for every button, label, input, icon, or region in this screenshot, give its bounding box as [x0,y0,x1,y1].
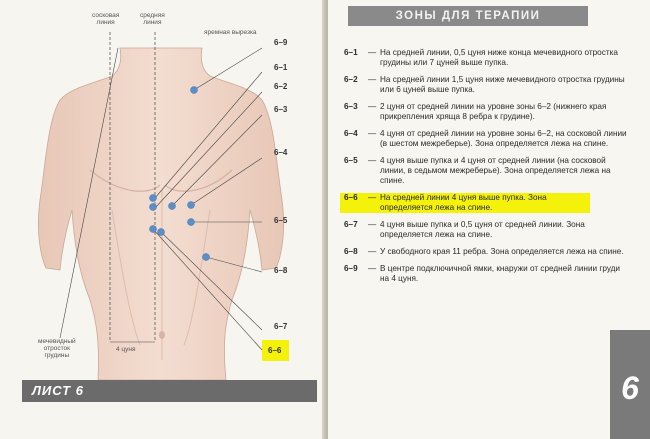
zone-tag-6-2: 6–2 [274,82,288,91]
measure-label: 4 цуня [116,346,136,353]
dash: — [368,102,377,111]
zone-entry [344,102,630,122]
zone-tag-6-7: 6–7 [274,322,288,331]
zone-entry [344,220,630,240]
zone-code: 6–9 [344,264,358,273]
dash: — [368,220,377,229]
zone-code: 6–4 [344,129,358,138]
zone-entry [344,264,630,284]
zone-list [344,48,630,291]
zone-tag-6-8: 6–8 [274,266,288,275]
zone-description: 4 цуня выше пупка и 0,5 цуня от средней линии. Зона определяется лежа на спине. [380,220,585,239]
zone-description: В центре подключичной ямки, кнаружи от средней линии груди на 4 цуня. [380,264,620,283]
right-page [328,0,650,439]
dash: — [368,129,377,138]
zone-code: 6–2 [344,75,358,84]
section-header: ЗОНЫ ДЛЯ ТЕРАПИИ [348,6,588,26]
zone-code: 6–5 [344,156,358,165]
point-6-9 [191,87,198,94]
zone-entry [344,75,630,95]
dash: — [368,264,377,273]
point-6-8 [203,254,210,261]
midline-label: средняя линия [140,12,165,26]
zone-code: 6–1 [344,48,358,57]
zone-description: У свободного края 11 ребра. Зона определяется лежа на спине. [380,247,624,256]
point-6-5 [188,219,195,226]
zone-description: 4 цуня выше пупка и 4 цуня от средней линии (на сосковой линии, в седьмом межреберье). Зона определяется лежа на спине. [380,156,611,185]
zone-entry [344,156,630,186]
zone-code: 6–6 [344,193,358,202]
zone-entry [344,129,630,149]
point-6-7 [158,229,165,236]
zone-description: 2 цуня от средней линии на уровне зоны 6–2 (нижнего края прикрепления хряща 8 ребра к грудине). [380,102,607,121]
zone-code: 6–8 [344,247,358,256]
zone-entry [344,48,630,68]
xiphoid-label: мечевидный отросток грудины [38,338,76,359]
dash: — [368,193,377,202]
zone-tag-6-9: 6–9 [274,38,288,47]
nipple-line-label: сосковая линия [92,12,120,26]
page-tab: 6 [610,330,650,439]
zone-code: 6–3 [344,102,358,111]
sheet-label: ЛИСТ 6 [22,380,317,402]
dash: — [368,247,377,256]
point-6-4 [188,202,195,209]
jugular-notch-label: яремная вырезка [204,29,257,36]
zone-entry [340,193,590,213]
zone-tag-6-1: 6–1 [274,63,288,72]
zone-code: 6–7 [344,220,358,229]
zone-description: На средней линии 1,5 цуня ниже мечевидного отростка грудины или 6 цуней выше пупка. [380,75,625,94]
point-6-2 [150,204,157,211]
dash: — [368,156,377,165]
zone-tag-6-3: 6–3 [274,105,288,114]
point-6-3 [169,203,176,210]
dash: — [368,48,377,57]
dash: — [368,75,377,84]
torso-body [38,48,283,380]
zone-description: На средней линии 4 цуня выше пупка. Зона определяется лежа на спине. [380,193,547,212]
zone-description: 4 цуня от средней линии на уровне зоны 6–2, на сосковой линии (в шестом межреберье). Зона определяется лежа на спине. [380,129,627,148]
zone-entry [344,247,630,257]
zone-description: На средней линии, 0,5 цуня ниже конца мечевидного отростка грудины или 7 цуней выше пупка. [380,48,618,67]
point-6-1 [150,195,157,202]
zone-tag-6-4: 6–4 [274,148,288,157]
zone-tag-6-5: 6–5 [274,216,288,225]
zone-tag-6-6: 6–6 [262,340,289,361]
point-6-6 [150,226,157,233]
